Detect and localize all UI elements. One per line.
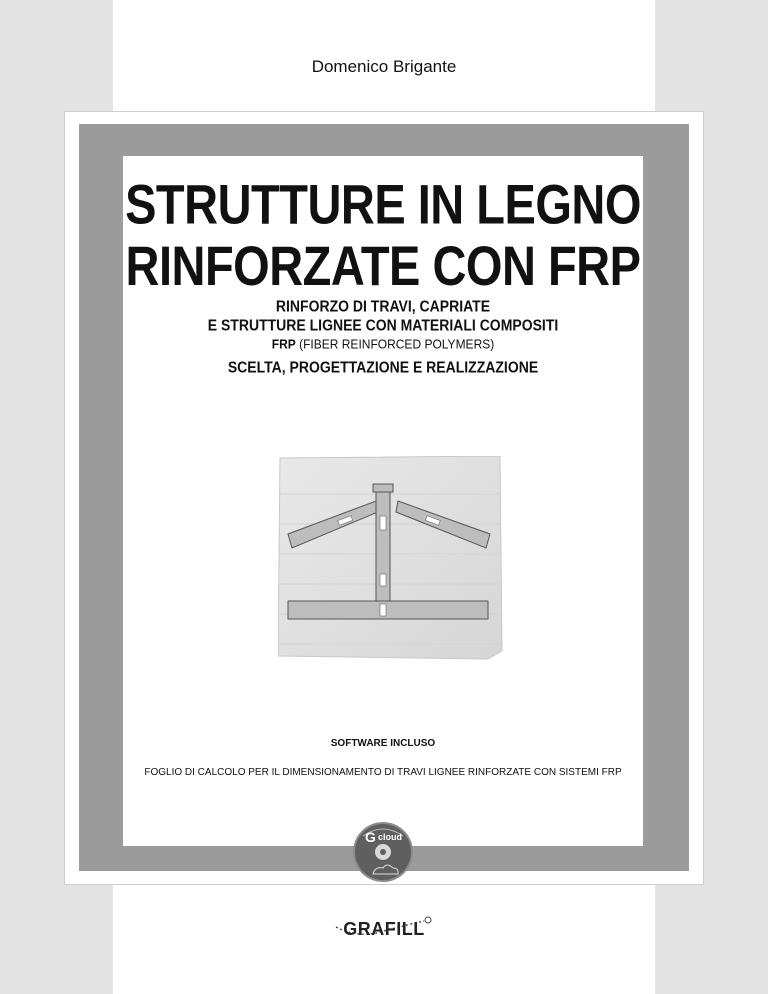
title-line-1: STRUTTURE IN LEGNO: [125, 172, 641, 236]
disc-label: cloud: [378, 832, 402, 842]
g-cloud-disc-icon: [351, 814, 415, 884]
title-line-2: RINFORZATE CON FRP: [125, 234, 641, 297]
cover-panel: [123, 156, 643, 846]
publisher-name: GRAFILL: [343, 919, 425, 939]
subtitle-frp-expansion: (FIBER REINFORCED POLYMERS): [295, 336, 495, 352]
book-title: [123, 174, 643, 297]
publisher-card: [113, 893, 655, 994]
software-included-label: SOFTWARE INCLUSO: [330, 738, 436, 749]
subtitle-line-4: SCELTA, PROGETTAZIONE E REALIZZAZIONE: [227, 358, 539, 376]
truss-illustration: [278, 456, 503, 661]
subtitle-frp: FRP: [271, 336, 296, 352]
author-name: Domenico Brigante: [311, 57, 457, 76]
svg-text:G: G: [365, 829, 376, 845]
software-description: FOGLIO DI CALCOLO PER IL DIMENSIONAMENTO DI TRAVI LIGNEE RINFORZATE CON SISTEMI FRP: [144, 767, 622, 778]
subtitle-line-2: E STRUTTURE LIGNEE CON MATERIALI COMPOSITI: [207, 316, 559, 334]
subtitle-line-1: RINFORZO DI TRAVI, CAPRIATE: [275, 297, 491, 315]
subtitle-line-3: [123, 334, 643, 354]
